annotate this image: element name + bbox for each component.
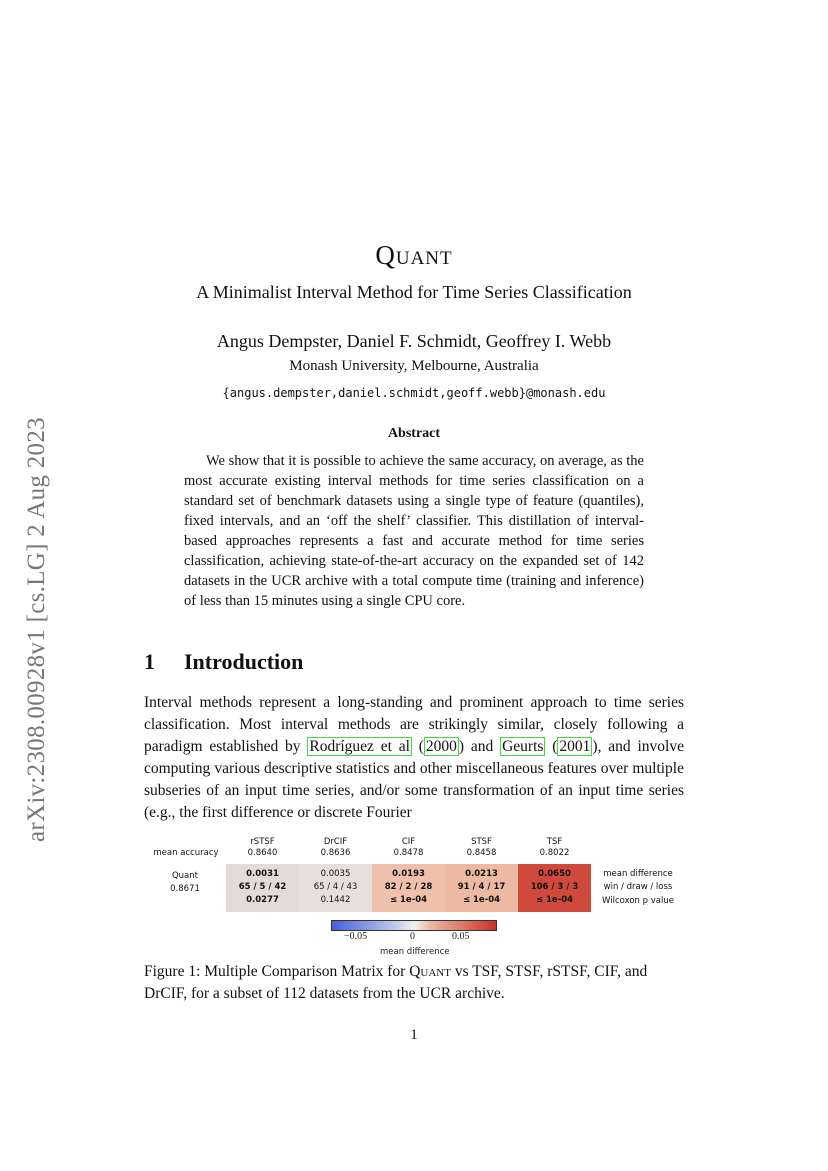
citation-rodriguez-year-link[interactable]: 2000	[425, 738, 457, 755]
intro-paragraph: Interval methods represent a long-standing and prominent approach to time series classification. Most interval methods are strikingly similar, closely following a paradigm established by Rodríguez et al ( 2000 ) and Geurts ( 2001 ), and involve computing various descriptive statistics and other miscellaneous features over multiple subseries of an input time series, and/or some transformation of an input time series (e.g., the first difference or discrete Fourier	[144, 694, 684, 821]
column-header-drcif: DrCIF	[323, 837, 348, 847]
cell-pvalue: 0.1442	[320, 895, 351, 905]
row-label-name: Quant	[171, 871, 198, 881]
row-label-accuracy: 0.8671	[170, 884, 200, 894]
colorbar	[331, 920, 497, 931]
arxiv-identifier: arXiv:2308.00928v1 [cs.LG] 2 Aug 2023	[23, 417, 50, 842]
paper-subtitle: A Minimalist Interval Method for Time Series Classification	[196, 282, 632, 302]
abstract-heading: Abstract	[387, 426, 441, 441]
section-heading	[144, 649, 303, 675]
column-accuracy: 0.8458	[466, 848, 497, 858]
cell-mean-difference: 0.0650	[538, 869, 571, 879]
legend-pvalue: Wilcoxon p value	[602, 896, 674, 906]
authors: Angus Dempster, Daniel F. Schmidt, Geoffrey I. Webb	[216, 331, 612, 351]
cell-mean-difference: 0.0031	[246, 869, 279, 879]
column-accuracy: 0.8022	[539, 848, 570, 858]
column-header-tsf: TSF	[546, 837, 563, 847]
citation-geurts-link[interactable]: Geurts	[502, 738, 544, 755]
section-number: 1	[144, 649, 155, 674]
intro-text-1: Interval methods represent a long-standing and prominent approach to time series classification. Most interval methods are strikingly similar, closely following a paradigm established by	[144, 694, 684, 755]
column-accuracy: 0.8636	[320, 848, 351, 858]
cell-win-draw-loss: 82 / 2 / 28	[384, 882, 433, 892]
colorbar-label: mean difference	[380, 947, 450, 957]
caption-suffix: vs TSF, STSF, rSTSF, CIF, and DrCIF, for a subset of 112 datasets from the UCR archive.	[144, 963, 648, 1002]
citation-rodriguez-link[interactable]: Rodríguez et al	[309, 738, 410, 755]
column-accuracy: 0.8640	[247, 848, 278, 858]
abstract-text: We show that it is possible to achieve the same accuracy, on average, as the most accurate existing interval methods for time series classification on a standard set of benchmark datasets using a single type of feature (quantiles), fixed intervals, and an ‘off the shelf’ classifier. This distillation of interval-based approaches represents a fast and accurate method for time series classification, achieving state-of-the-art accuracy on the expanded set of 142 datasets in the UCR archive with a total compute time (training and inference) of less than 15 minutes using a single CPU core.	[184, 453, 644, 609]
caption-quant: Quant	[409, 963, 451, 980]
legend-win-draw-loss: win / draw / loss	[603, 882, 673, 892]
section-title: Introduction	[184, 649, 304, 674]
cell-win-draw-loss: 106 / 3 / 3	[530, 882, 579, 892]
cell-win-draw-loss: 65 / 5 / 42	[238, 882, 287, 892]
paper-title: Quant	[375, 240, 453, 270]
column-accuracy: 0.8478	[393, 848, 424, 858]
page-number: 1	[410, 1027, 418, 1043]
mean-accuracy-label: mean accuracy	[153, 848, 219, 858]
cell-mean-difference: 0.0193	[392, 869, 425, 879]
cell-pvalue: ≤ 1e-04	[389, 895, 428, 905]
cell-mean-difference: 0.0035	[320, 869, 351, 879]
colorbar-tick-neg: −0.05	[344, 931, 368, 942]
cell-pvalue: ≤ 1e-04	[462, 895, 501, 905]
intro-text-2: and	[464, 738, 501, 755]
cell-pvalue: 0.0277	[246, 895, 279, 905]
author-emails: {angus.dempster,daniel.schmidt,geoff.webb}@monash.edu	[222, 386, 606, 400]
colorbar-tick-pos: 0.05	[452, 931, 470, 942]
colorbar-tick-zero: 0	[410, 931, 415, 942]
cell-win-draw-loss: 65 / 4 / 43	[313, 882, 358, 892]
cell-mean-difference: 0.0213	[465, 869, 498, 879]
column-header-cif: CIF	[401, 837, 416, 847]
citation-geurts-year-link[interactable]: 2001	[559, 738, 591, 755]
column-header-stsf: STSF	[471, 837, 492, 847]
affiliation: Monash University, Melbourne, Australia	[289, 358, 539, 374]
intro-text-3: , and involve computing various descriptive statistics and other miscellaneous features over multiple subseries of an input time series, and/or some transformation of an input time series (e.g., the first difference or discrete Fourier	[144, 738, 684, 821]
caption-prefix: Figure 1: Multiple Comparison Matrix for	[144, 963, 410, 980]
cell-win-draw-loss: 91 / 4 / 17	[457, 882, 506, 892]
legend-mean-difference: mean difference	[603, 869, 673, 879]
column-header-rstsf: rSTSF	[250, 837, 275, 847]
cell-pvalue: ≤ 1e-04	[535, 895, 574, 905]
figure-caption	[144, 961, 689, 1005]
